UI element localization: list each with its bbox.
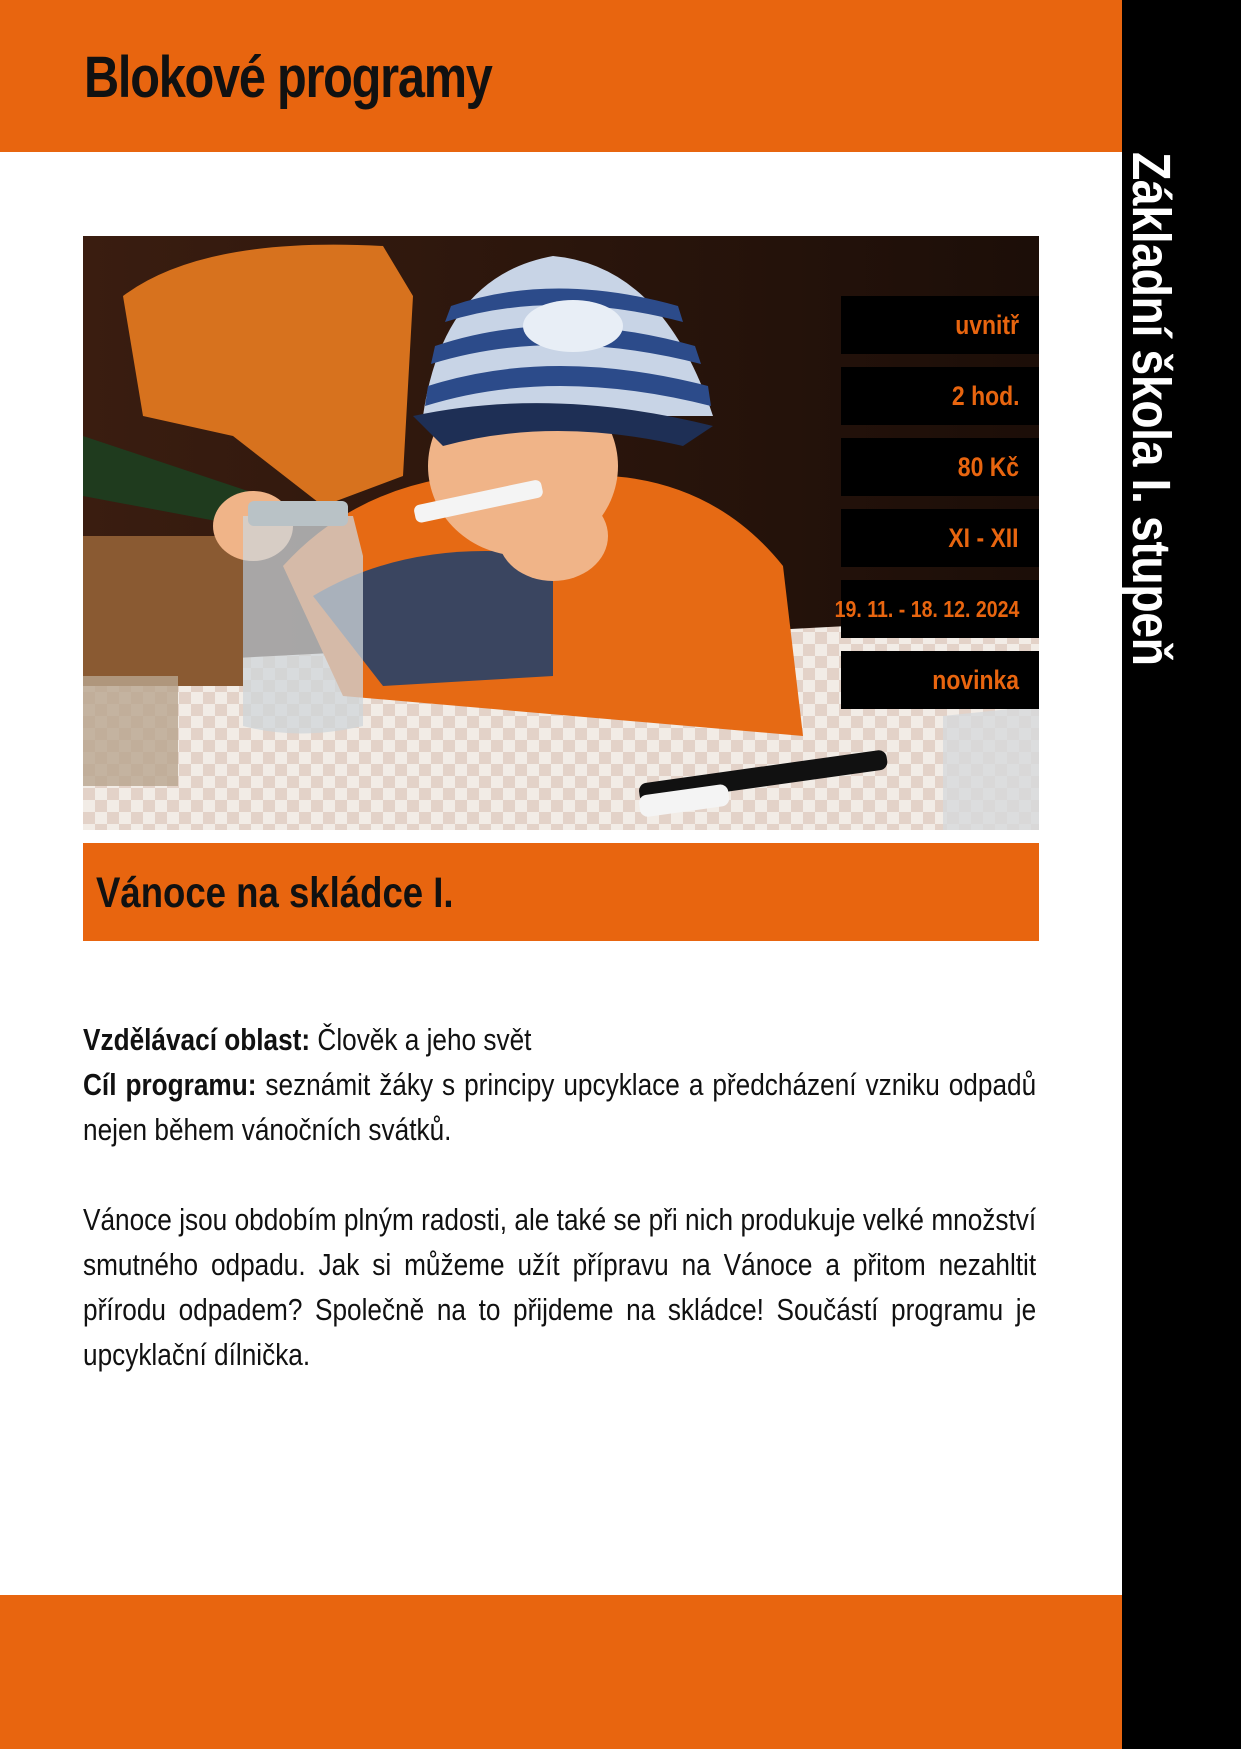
program-goal-value: seznámit žáky s principy upcyklace a předcházení vzniku odpadů nejen během vánočních svátků. [83,1067,1037,1147]
program-goal-label: Cíl programu: [83,1067,257,1102]
program-description: Vánoce jsou obdobím plným radosti, ale také se při nich produkuje velké množství smutného odpadu. Jak si můžeme užít přípravu na Vánoce a přitom nezahltit přírodu odpadem? Společně na to přijdeme na skládce! Součástí programu je upcyklační dílnička. [83,1202,1037,1372]
header-band [0,0,1122,152]
info-duration-text: 2 hod. [951,380,1019,411]
info-duration [841,367,1039,425]
info-price-text: 80 Kč [957,451,1019,482]
program-title: Vánoce na skládce I. [96,869,454,917]
paragraph-gap [83,1152,1036,1197]
page-title: Blokové programy [84,45,492,110]
info-location-text: uvnitř [955,309,1019,340]
info-dates [834,580,1039,638]
program-title-bar [83,843,1039,941]
info-months-text: XI - XII [948,522,1019,553]
info-location [841,296,1039,354]
education-area-label: Vzdělávací oblast: [83,1022,311,1057]
info-dates-text: 19. 11. - 18. 12. 2024 [834,595,1019,622]
side-category-label: Základní škola I. stupeň [1121,152,1181,666]
info-new-badge [841,651,1039,709]
info-new-badge-text: novinka [932,664,1019,695]
info-months [841,509,1039,567]
education-area-line [83,1017,1036,1062]
program-photo [83,236,1039,830]
education-area-value: Člověk a jeho svět [317,1022,532,1057]
info-price [841,438,1039,496]
footer-band [0,1595,1122,1749]
program-goal-line [83,1062,1036,1152]
program-description-block [83,1017,1036,1377]
